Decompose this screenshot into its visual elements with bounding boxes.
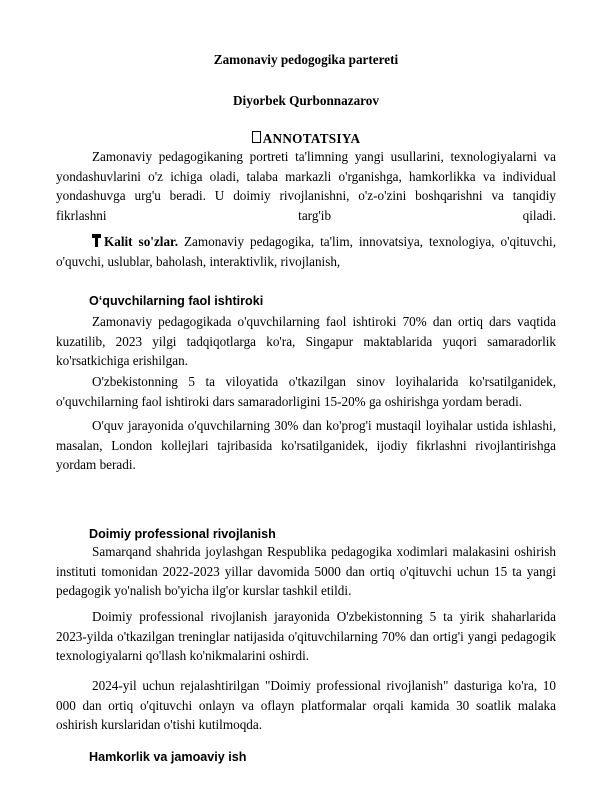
annotation-heading xyxy=(0,131,612,147)
document-author: Diyorbek Qurbonnazarov xyxy=(233,93,379,108)
box-glyph-icon xyxy=(252,131,261,143)
section-heading-collaboration: Hamkorlik va jamoaviy ish xyxy=(89,750,247,764)
professional-paragraph-3: 2024-yil uchun rejalashtirilgan "Doimiy professional rivojlanish" dasturiga ko'ra, 10 000 dan ortiq o'qituvchi onlayn va oflayn platformalar orqali kamida 30 soatlik malaka oshirish kurslaridan o'tishi kutilmoqda. xyxy=(56,678,556,733)
keywords-label: Kalit so'zlar. xyxy=(104,234,178,249)
section-heading-participation: O‘quvchilarning faol ishtiroki xyxy=(89,294,264,308)
participation-paragraph-2: O'zbekistonning 5 ta viloyatida o'tkazilgan sinov loyihalarida ko'rsatilganidek, o'quvchilarning faol ishtiroki dars samaradorligini 15-20% ga oshirishga yordam beradi. xyxy=(56,374,556,409)
annotation-paragraph: Zamonaviy pedagogikaning portreti ta'limning yangi usullarini, texnologiyalarni va yondashuvlarini o'z ichiga oladi, talaba markazli o'rganishga, hamkorlikka va individual yondashuvga urg'u beradi. U doimiy rivojlanishni, o'z-o'zini boshqarishni va tanqidiy fikrlashni targ'ib qiladi. xyxy=(56,149,556,223)
section-heading-professional-development: Doimiy professional rivojlanish xyxy=(89,527,276,541)
participation-paragraph-1: Zamonaviy pedagogikada o'quvchilarning faol ishtiroki 70% dan ortiq dars vaqtida kuzatilib, 2023 yilgi tadqiqotlarga ko'ra, Singapur maktablarida yuqori samaradorlik ko'rsatkichiga erishilgan. xyxy=(56,314,556,369)
professional-paragraph-1: Samarqand shahrida joylashgan Respublika pedagogika xodimlari malakasini oshirish instituti tomonidan 2022-2023 yillar davomida 5000 dan ortiq o'qituvchi uchun 15 ta yangi pedagogik yo'nalish bo'yicha ilg'or kurslar tashkil etildi. xyxy=(56,544,556,599)
participation-paragraph-3: O'quv jarayonida o'quvchilarning 30% dan ko'prog'i mustaqil loyihalar ustida ishlashi, masalan, London kollejlari tajribasida ko'rsatilganidek, ijodiy fikrlashni rivojlantirishga yordam beradi. xyxy=(56,418,556,473)
annotation-heading-text: ANNOTATSIYA xyxy=(262,131,361,146)
professional-paragraph-2: Doimiy professional rivojlanish jarayonida O'zbekistonning 5 ta yirik shaharlarida 2023-yilda o'tkazilgan treninglar natijasida o'qituvchilarning 70% dan ortig'i yangi pedagogik texnologiyalarni qo'llash ko'nikmalarini oshirdi. xyxy=(56,609,556,664)
keywords-paragraph xyxy=(56,232,556,271)
pushpin-icon xyxy=(92,234,101,247)
document-title: Zamonaviy pedogogika partereti xyxy=(213,52,399,67)
keywords-text: Zamonaviy pedagogika, ta'lim, innovatsiya, texnologiya, o'qituvchi, o'quvchi, uslublar, baholash, interaktivlik, rivojlanish, xyxy=(56,234,556,269)
